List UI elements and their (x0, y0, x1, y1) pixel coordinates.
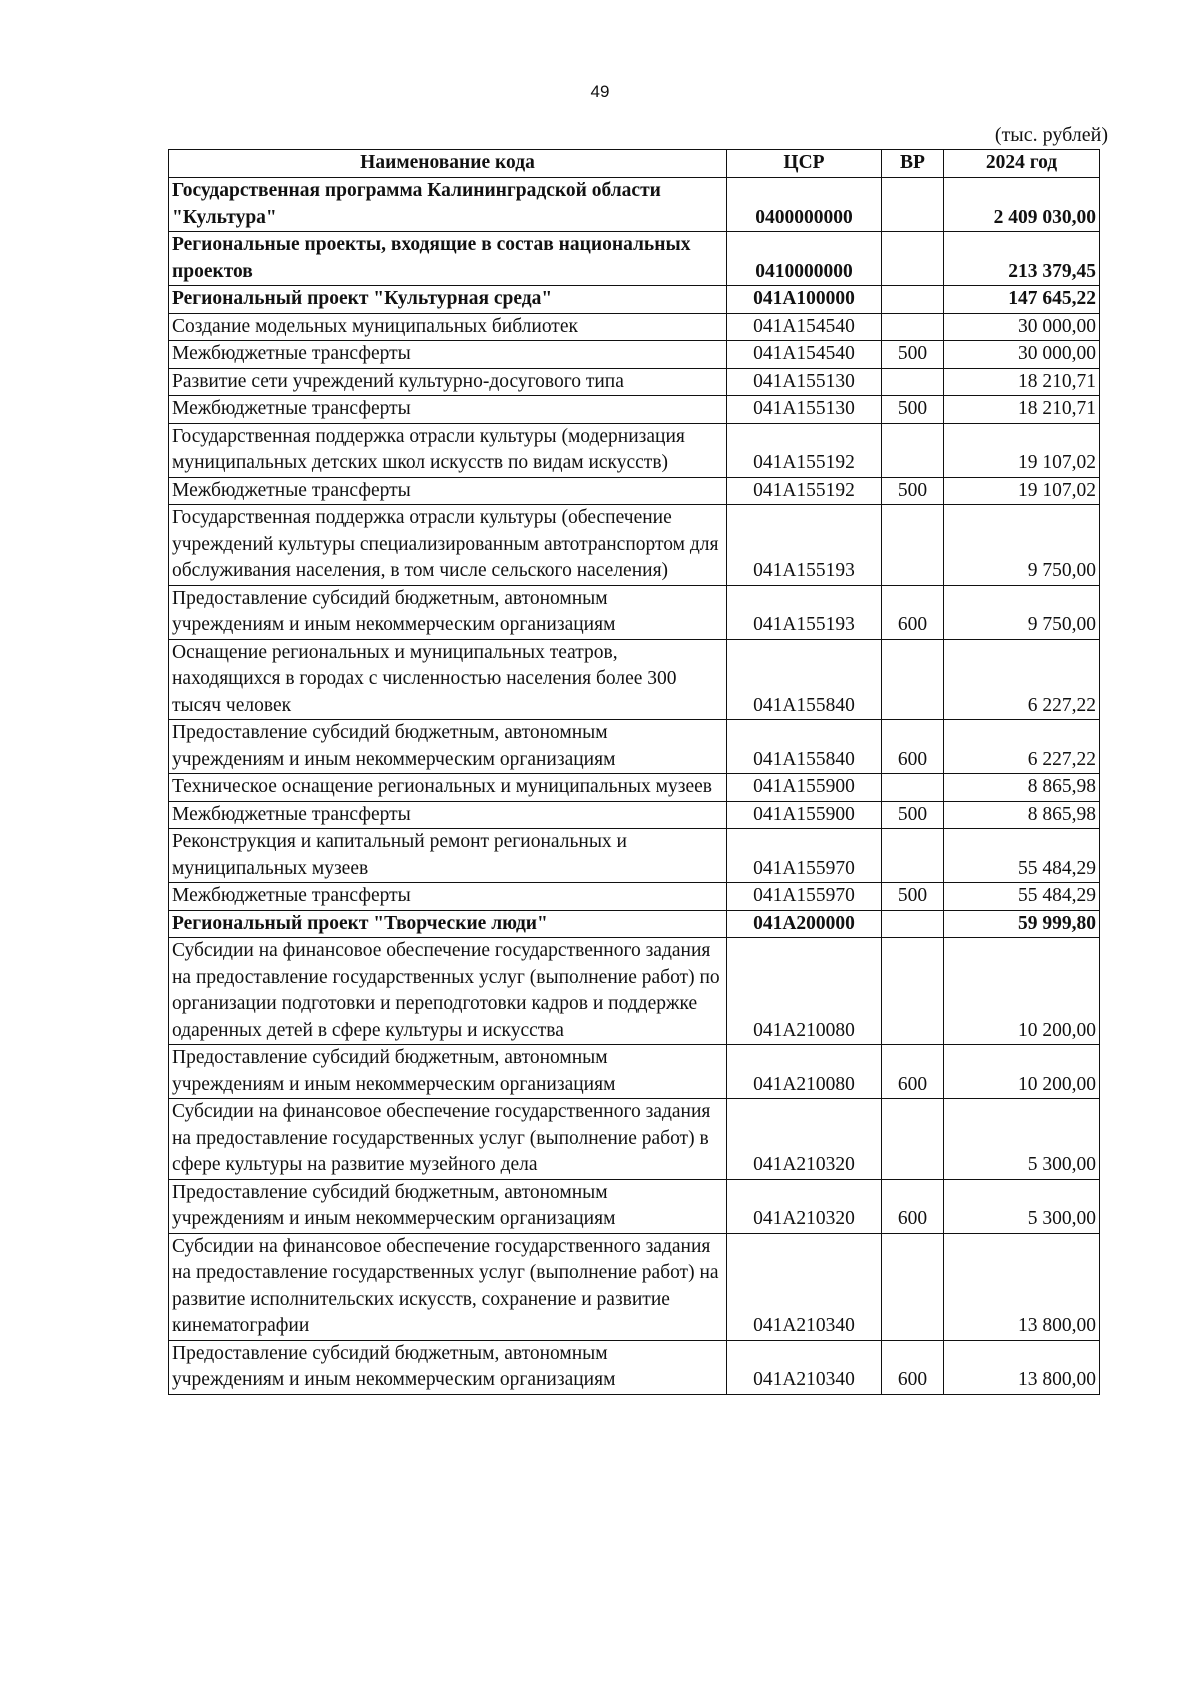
row-csr: 041A155193 (727, 585, 882, 639)
table-row (169, 423, 1100, 477)
row-csr: 041A155840 (727, 720, 882, 774)
row-name: Техническое оснащение региональных и муниципальных музеев (169, 774, 727, 802)
table-row (169, 910, 1100, 938)
row-name: Предоставление субсидий бюджетным, автономным учреждениям и иным некоммерческим организациям (169, 1340, 727, 1394)
page-number: 49 (590, 82, 610, 101)
table-row (169, 232, 1100, 286)
table-row (169, 1099, 1100, 1180)
table-row (169, 313, 1100, 341)
row-vr (882, 313, 944, 341)
row-name: Государственная поддержка отрасли культуры (модернизация муниципальных детских школ искусств по видам искусств) (169, 423, 727, 477)
row-name: Создание модельных муниципальных библиотек (169, 313, 727, 341)
row-name: Развитие сети учреждений культурно-досугового типа (169, 368, 727, 396)
table-row (169, 639, 1100, 720)
row-amount: 147 645,22 (944, 286, 1100, 314)
row-csr: 041A154540 (727, 313, 882, 341)
row-vr: 600 (882, 720, 944, 774)
table-row (169, 396, 1100, 424)
row-csr: 041A155192 (727, 423, 882, 477)
row-vr (882, 423, 944, 477)
table-row (169, 774, 1100, 802)
row-amount: 6 227,22 (944, 639, 1100, 720)
table-row (169, 1045, 1100, 1099)
row-csr: 041A210080 (727, 1045, 882, 1099)
row-csr: 041A210340 (727, 1233, 882, 1340)
header-csr: ЦСР (727, 150, 882, 178)
row-name: Предоставление субсидий бюджетным, автономным учреждениям и иным некоммерческим организациям (169, 720, 727, 774)
row-name: Межбюджетные трансферты (169, 341, 727, 369)
row-vr: 500 (882, 341, 944, 369)
table-row (169, 720, 1100, 774)
row-name: Реконструкция и капитальный ремонт региональных и муниципальных музеев (169, 829, 727, 883)
row-vr: 600 (882, 1179, 944, 1233)
row-csr: 041A200000 (727, 910, 882, 938)
header-year: 2024 год (944, 150, 1100, 178)
row-csr: 041A155970 (727, 829, 882, 883)
row-vr (882, 774, 944, 802)
row-name: Региональные проекты, входящие в состав национальных проектов (169, 232, 727, 286)
row-csr: 041A210320 (727, 1179, 882, 1233)
table-row (169, 829, 1100, 883)
row-csr: 041A210340 (727, 1340, 882, 1394)
table-row (169, 1233, 1100, 1340)
row-amount: 8 865,98 (944, 774, 1100, 802)
row-name: Государственная поддержка отрасли культуры (обеспечение учреждений культуры специализированным автотранспортом для обслуживания населения, в том числе сельского населения) (169, 505, 727, 586)
row-vr: 600 (882, 585, 944, 639)
header-name: Наименование кода (169, 150, 727, 178)
row-csr: 041A100000 (727, 286, 882, 314)
table-row (169, 178, 1100, 232)
row-amount: 2 409 030,00 (944, 178, 1100, 232)
row-amount: 13 800,00 (944, 1233, 1100, 1340)
table-row (169, 1179, 1100, 1233)
row-amount: 30 000,00 (944, 341, 1100, 369)
table-row (169, 341, 1100, 369)
units-label: (тыс. рублей) (994, 124, 1108, 146)
row-csr: 041A155970 (727, 883, 882, 911)
row-csr: 041A155840 (727, 639, 882, 720)
row-csr: 0400000000 (727, 178, 882, 232)
table-row (169, 585, 1100, 639)
row-amount: 9 750,00 (944, 505, 1100, 586)
row-amount: 10 200,00 (944, 938, 1100, 1045)
row-amount: 8 865,98 (944, 801, 1100, 829)
row-name: Региональный проект "Творческие люди" (169, 910, 727, 938)
row-amount: 5 300,00 (944, 1099, 1100, 1180)
table-row (169, 801, 1100, 829)
row-amount: 9 750,00 (944, 585, 1100, 639)
row-csr: 041A155900 (727, 801, 882, 829)
row-vr: 500 (882, 477, 944, 505)
row-amount: 55 484,29 (944, 829, 1100, 883)
table-row (169, 938, 1100, 1045)
row-name: Субсидии на финансовое обеспечение государственного задания на предоставление государственных услуг (выполнение работ) по организации подготовки и переподготовки кадров и поддержке одаренных детей в сфере культуры и искусства (169, 938, 727, 1045)
row-name: Региональный проект "Культурная среда" (169, 286, 727, 314)
table-row (169, 883, 1100, 911)
row-name: Межбюджетные трансферты (169, 883, 727, 911)
row-vr: 500 (882, 801, 944, 829)
row-vr (882, 829, 944, 883)
row-vr (882, 639, 944, 720)
row-amount: 18 210,71 (944, 396, 1100, 424)
row-vr (882, 1233, 944, 1340)
row-vr: 500 (882, 396, 944, 424)
row-vr: 600 (882, 1340, 944, 1394)
row-amount: 10 200,00 (944, 1045, 1100, 1099)
row-name: Межбюджетные трансферты (169, 396, 727, 424)
row-csr: 041A210320 (727, 1099, 882, 1180)
row-vr (882, 178, 944, 232)
row-amount: 30 000,00 (944, 313, 1100, 341)
row-csr: 041A155130 (727, 368, 882, 396)
row-csr: 0410000000 (727, 232, 882, 286)
row-name: Предоставление субсидий бюджетным, автономным учреждениям и иным некоммерческим организациям (169, 1179, 727, 1233)
row-amount: 59 999,80 (944, 910, 1100, 938)
table-row (169, 368, 1100, 396)
row-csr: 041A155193 (727, 505, 882, 586)
row-name: Межбюджетные трансферты (169, 801, 727, 829)
table-row (169, 477, 1100, 505)
row-amount: 55 484,29 (944, 883, 1100, 911)
row-amount: 5 300,00 (944, 1179, 1100, 1233)
row-name: Субсидии на финансовое обеспечение государственного задания на предоставление государственных услуг (выполнение работ) на развитие исполнительских искусств, сохранение и развитие кинематографии (169, 1233, 727, 1340)
row-name: Оснащение региональных и муниципальных театров, находящихся в городах с численностью населения более 300 тысяч человек (169, 639, 727, 720)
row-csr: 041A154540 (727, 341, 882, 369)
row-amount: 18 210,71 (944, 368, 1100, 396)
table-row (169, 1340, 1100, 1394)
row-csr: 041A155192 (727, 477, 882, 505)
table-body (169, 178, 1100, 1395)
table-row (169, 505, 1100, 586)
row-vr (882, 232, 944, 286)
table-row (169, 286, 1100, 314)
row-csr: 041A155130 (727, 396, 882, 424)
row-amount: 13 800,00 (944, 1340, 1100, 1394)
row-amount: 19 107,02 (944, 477, 1100, 505)
row-amount: 19 107,02 (944, 423, 1100, 477)
row-csr: 041A210080 (727, 938, 882, 1045)
row-vr (882, 286, 944, 314)
table-header-row (169, 150, 1100, 178)
row-vr (882, 505, 944, 586)
row-csr: 041A155900 (727, 774, 882, 802)
row-vr: 600 (882, 1045, 944, 1099)
row-name: Предоставление субсидий бюджетным, автономным учреждениям и иным некоммерческим организациям (169, 585, 727, 639)
row-vr: 500 (882, 883, 944, 911)
row-amount: 6 227,22 (944, 720, 1100, 774)
row-name: Межбюджетные трансферты (169, 477, 727, 505)
budget-table (168, 149, 1100, 1395)
row-vr (882, 368, 944, 396)
row-name: Государственная программа Калининградской области "Культура" (169, 178, 727, 232)
row-vr (882, 910, 944, 938)
header-vr: ВР (882, 150, 944, 178)
row-vr (882, 938, 944, 1045)
row-amount: 213 379,45 (944, 232, 1100, 286)
row-name: Субсидии на финансовое обеспечение государственного задания на предоставление государственных услуг (выполнение работ) в сфере культуры на развитие музейного дела (169, 1099, 727, 1180)
row-name: Предоставление субсидий бюджетным, автономным учреждениям и иным некоммерческим организациям (169, 1045, 727, 1099)
row-vr (882, 1099, 944, 1180)
